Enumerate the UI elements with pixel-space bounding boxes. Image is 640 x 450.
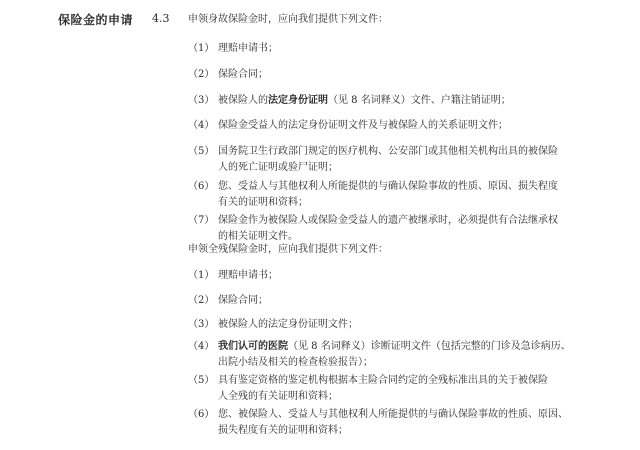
- item-text: [218, 407, 618, 439]
- item-text: [218, 179, 618, 211]
- item-text-pre: 被保险人的: [218, 95, 268, 106]
- item-text: [218, 144, 618, 176]
- item-text: [218, 213, 618, 245]
- item-number: （4）: [188, 120, 215, 131]
- item-number: （4）: [188, 341, 215, 352]
- item-text-post: （见 8 名词释义）文件、户籍注销证明；: [328, 95, 511, 106]
- item-line-2: 出院小结及相关的检查检验报告）；: [218, 357, 373, 368]
- item-number: （3）: [188, 319, 215, 330]
- item-line-2: 有关的证明和资料；: [218, 197, 308, 208]
- item-number: （7）: [188, 215, 215, 226]
- item-text: [218, 93, 618, 109]
- death-benefit-intro: 申领身故保险金时，应向我们提供下列文件：: [188, 14, 388, 25]
- item-number: （6）: [188, 409, 215, 420]
- clause-number: 4.3: [152, 12, 170, 25]
- item-text: 被保险人的法定身份证明文件；: [218, 319, 358, 330]
- item-text: 理赔申请书；: [218, 43, 278, 54]
- item-line-1: 国务院卫生行政部门规定的医疗机构、公安部门或其他相关机构出具的被保险: [218, 146, 558, 157]
- item-text: 保险合同；: [218, 295, 268, 306]
- item-line-2: 人的死亡证明或验尸证明；: [218, 162, 338, 173]
- item-number: （6）: [188, 181, 215, 192]
- item-number: （5）: [188, 375, 215, 386]
- item-line-2: 的相关证明文件。: [218, 231, 298, 242]
- item-line-2: 损失程度有关的证明和资料；: [218, 425, 348, 436]
- item-line-2: 人全残的有关证明和资料；: [218, 391, 338, 402]
- item-text-bold: 法定身份证明: [268, 95, 328, 106]
- item-text: 保险合同；: [218, 69, 268, 80]
- item-number: （3）: [188, 95, 215, 106]
- item-text-bold: 我们认可的医院: [218, 341, 288, 352]
- item-text: [218, 373, 618, 405]
- section-title: 保险金的申请: [58, 13, 134, 27]
- item-number: （1）: [188, 43, 215, 54]
- item-number: （1）: [188, 270, 215, 281]
- item-number: （5）: [188, 146, 215, 157]
- item-line-1-post: （见 8 名词释义）诊断证明文件（包括完整的门诊及急诊病历、: [288, 341, 571, 352]
- item-text: [218, 339, 618, 371]
- item-line-1: 保险金作为被保险人或保险金受益人的遗产被继承时，必须提供有合法继承权: [218, 215, 558, 226]
- item-number: （2）: [188, 69, 215, 80]
- item-text: 保险金受益人的法定身份证明文件及与被保险人的关系证明文件；: [218, 120, 508, 131]
- item-line-1: 您、被保险人、受益人与其他权利人所能提供的与确认保险事故的性质、原因、: [218, 409, 568, 420]
- item-text: 理赔申请书；: [218, 270, 278, 281]
- disability-benefit-intro: 申领全残保险金时，应向我们提供下列文件：: [188, 244, 388, 255]
- item-line-1: 您、受益人与其他权利人所能提供的与确认保险事故的性质、原因、损失程度: [218, 181, 558, 192]
- item-number: （2）: [188, 295, 215, 306]
- item-line-1: 具有鉴定资格的鉴定机构根据本主险合同约定的全残标准出具的关于被保险: [218, 375, 548, 386]
